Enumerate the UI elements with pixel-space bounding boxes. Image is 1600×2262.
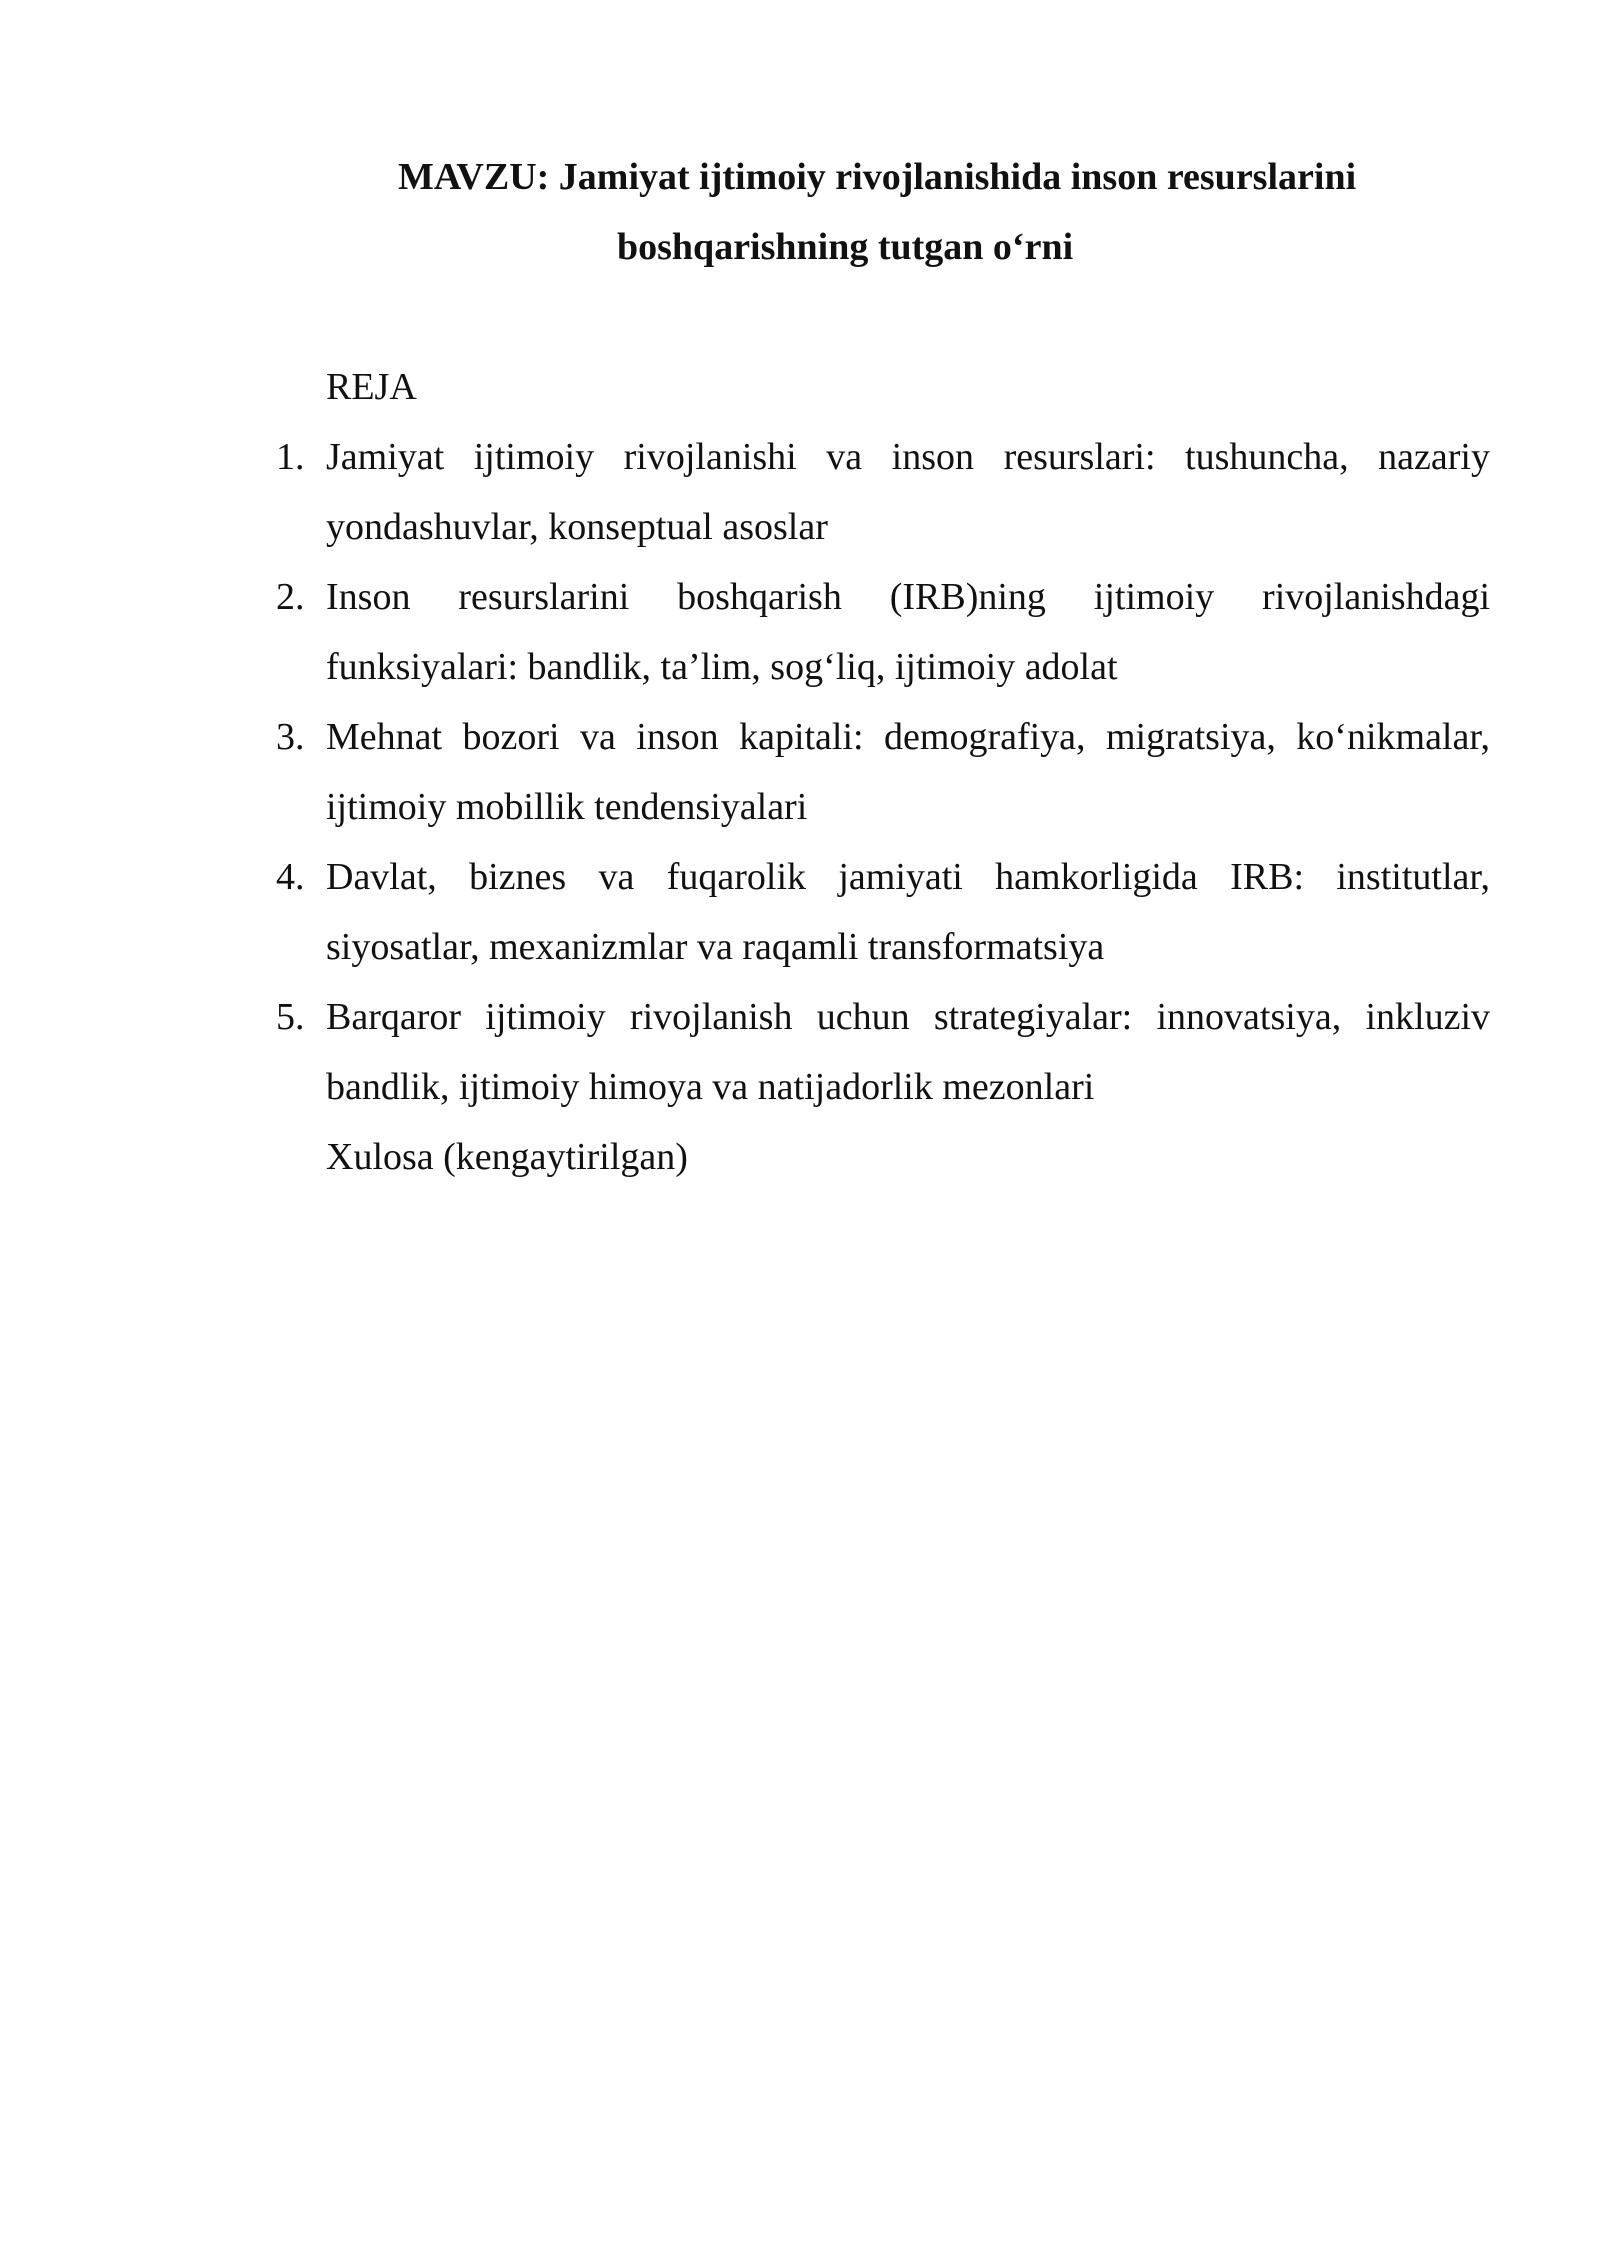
conclusion-line: Xulosa (kengaytirilgan) [326, 1136, 688, 1178]
document-title-line-2: boshqarishning tutgan o‘rni [617, 226, 1074, 268]
plan-item-3 [276, 702, 1490, 842]
plan-item-number: 1. [276, 436, 305, 478]
plan-item-2 [276, 562, 1490, 702]
plan-item-text: Jamiyat ijtimoiy rivojlanishi va inson resurslari: tushuncha, nazariy yondashuvlar, konseptual asoslar [326, 436, 1490, 548]
document-title-line-1: MAVZU: Jamiyat ijtimoiy rivojlanishida inson resurslarini [398, 156, 1357, 198]
plan-item-1 [276, 422, 1490, 562]
plan-heading: REJA [326, 366, 417, 408]
plan-item-4 [276, 842, 1490, 982]
plan-item-number: 2. [276, 576, 305, 618]
plan-item-text: Mehnat bozori va inson kapitali: demografiya, migratsiya, ko‘nikmalar, ijtimoiy mobillik tendensiyalari [326, 716, 1490, 828]
plan-item-number: 5. [276, 996, 305, 1038]
plan-list [276, 422, 1490, 1122]
plan-item-text: Davlat, biznes va fuqarolik jamiyati hamkorligida IRB: institutlar, siyosatlar, mexanizmlar va raqamli transformatsiya [326, 856, 1490, 968]
plan-item-number: 3. [276, 716, 305, 758]
plan-item-number: 4. [276, 856, 305, 898]
plan-item-text: Inson resurslarini boshqarish (IRB)ning ijtimoiy rivojlanishdagi funksiyalari: bandlik, ta’lim, sog‘liq, ijtimoiy adolat [326, 576, 1490, 688]
plan-item-5 [276, 982, 1490, 1122]
plan-item-text: Barqaror ijtimoiy rivojlanish uchun strategiyalar: innovatsiya, inkluziv bandlik, ijtimoiy himoya va natijadorlik mezonlari [326, 996, 1490, 1108]
